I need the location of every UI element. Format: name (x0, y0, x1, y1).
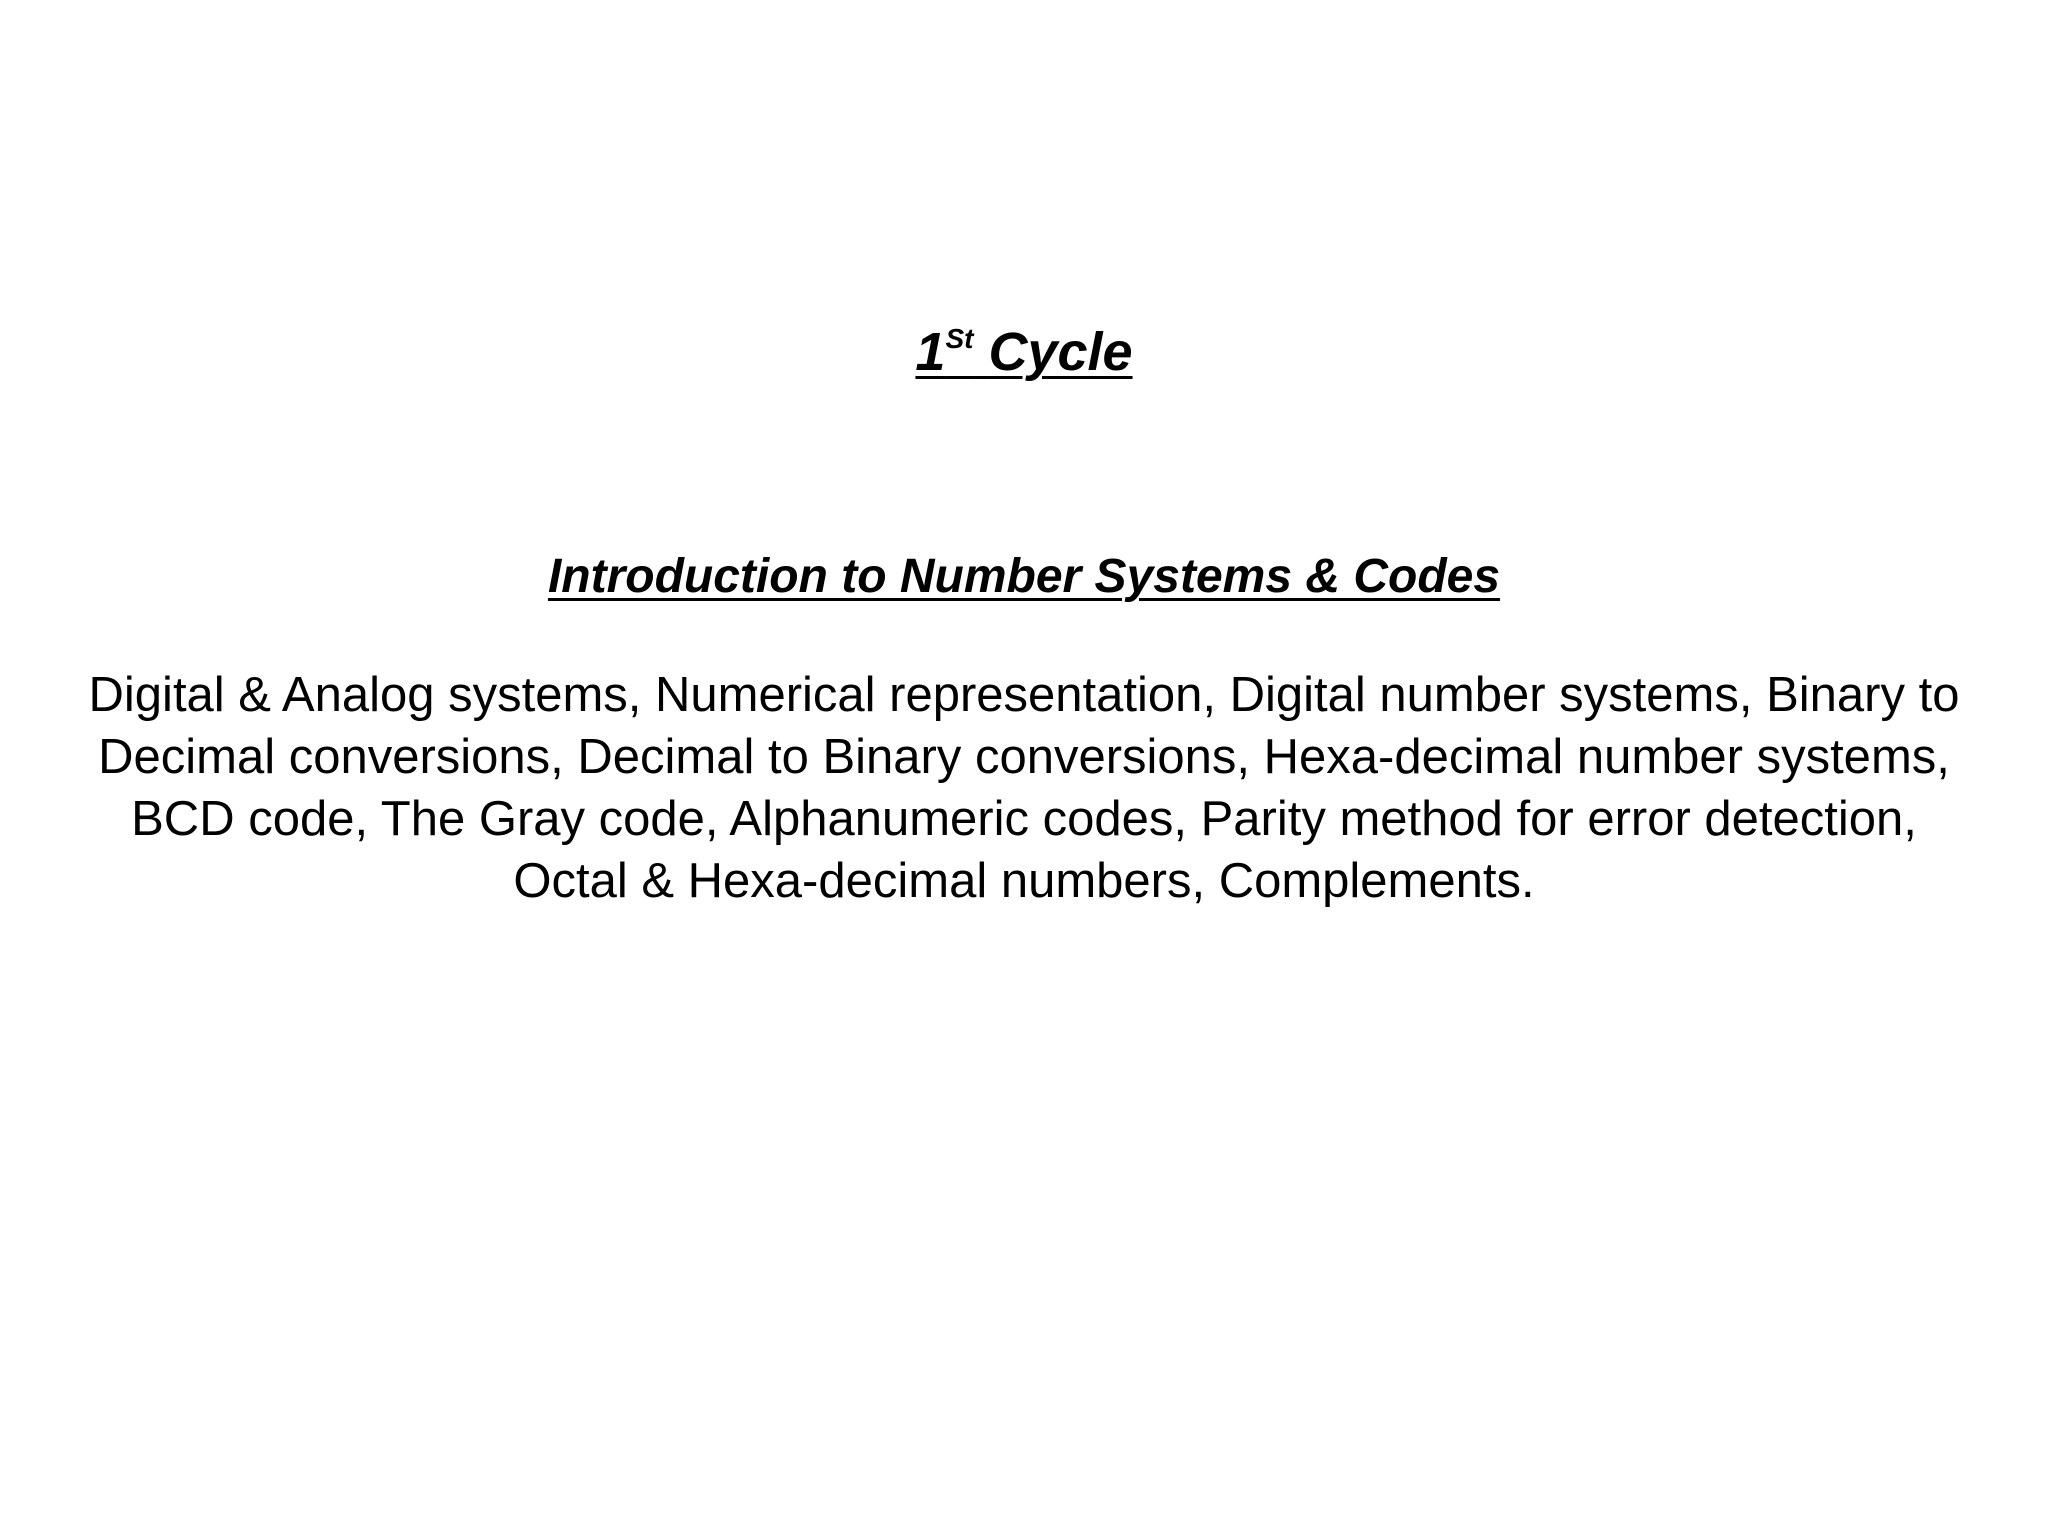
section-heading: Introduction to Number Systems & Codes (547, 550, 1501, 603)
cycle-title (0, 320, 2048, 385)
cycle-superscript: St (945, 323, 974, 354)
cycle-number: 1 (915, 322, 946, 382)
topics-paragraph: Digital & Analog systems, Numerical representation, Digital number systems, Binary to Decimal conversions, Decimal to Binary conversions, Hexa-decimal number systems, BCD code, The Gray code, Alphanumeric codes, Parity method for error detection, Octal & Hexa-decimal numbers, Complements. (88, 668, 1960, 908)
cycle-word: Cycle (988, 322, 1133, 382)
